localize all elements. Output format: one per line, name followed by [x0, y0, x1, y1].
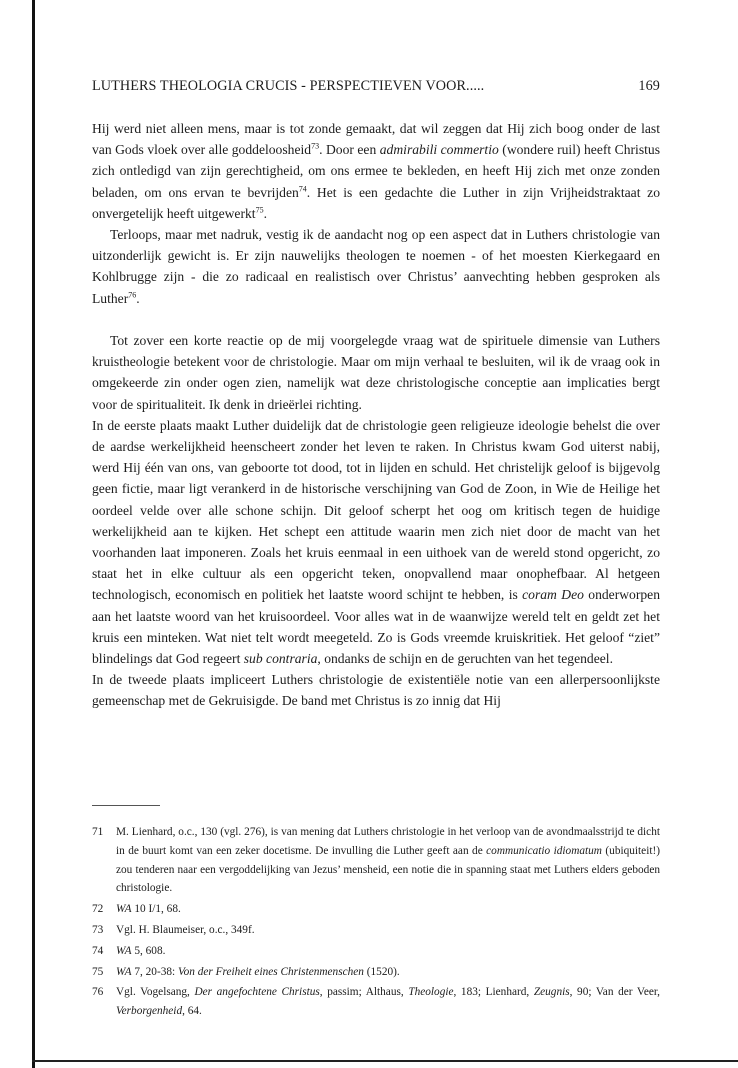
paragraph-4-text-c: , ondanks de schijn en de geruchten van het tegendeel.: [317, 651, 613, 667]
paragraph-4-text-b: onderworpen aan het laatste woord van het kruisoordeel. Voor alles wat in de waanwijze wereld telt en geldt zet het kruis een minteken. Wat niet telt wordt meegeteld. Zo is Gods vreemde kruiskritiek. Het geloof “ziet” blindelings dat God regeert: [92, 587, 660, 667]
footnote-76: [92, 983, 660, 1021]
footnote-76-text-b: , passim; Althaus,: [319, 986, 409, 999]
page-number: 169: [638, 78, 660, 94]
footnote-76-title-4: Verborgenheid: [116, 1005, 183, 1018]
paragraph-1-text-c: (wondere ruil) heeft Christus zich ontledigd van zijn gerechtigheid, om ons ermee te bekleden, en heeft Hij zich met onze zonden beladen, om ons ervan te bevrijden: [92, 142, 660, 200]
main-text: [92, 118, 660, 712]
footnote-number: 76: [92, 986, 104, 999]
paragraph-2-text-a: Terloops, maar met nadruk, vestig ik de aandacht nog op een aspect dat in Luthers christologie van uitzonderlijk gewicht is. Er zijn nauwelijks theologen te noemen - of het moesten Kierkegaard en Kohlbrugge zijn - die zo radicaal en realistisch over Christus’ aanvechting hebben gesproken als Luther: [92, 227, 660, 306]
footnote-71-term: communicatio idiomatum: [486, 844, 602, 857]
paragraph-1-text-b: . Door een: [319, 142, 380, 158]
footnote-75-source: WA: [116, 965, 132, 978]
footnote-number: 74: [92, 944, 104, 957]
footnote-76-text-e: , 64.: [182, 1005, 202, 1018]
footnote-76-text-c: , 183; Lienhard,: [453, 986, 534, 999]
running-header: [92, 78, 660, 98]
paragraph-4: [92, 415, 660, 669]
footnote-72-source: WA: [116, 903, 132, 916]
footnote-74-source: WA: [116, 944, 132, 957]
latin-term-coram-deo: coram Deo: [522, 587, 584, 603]
footnote-76-title-3: Zeugnis: [533, 986, 570, 999]
footnote-75-text-a: 7, 20-38:: [131, 965, 178, 978]
latin-term-sub-contraria: sub contraria: [243, 651, 318, 667]
page-spine-edge: [32, 0, 35, 1068]
footnote-71-text-b: (ubiquiteit!) zou tenderen naar een vergoddelijking van Jezus’ mensheid, een notie die in spanning staat met Luthers elders geboden christologie.: [116, 844, 660, 895]
paragraph-4-text-a: In de eerste plaats maakt Luther duidelijk dat de christologie geen religieuze ideologie behelst die over de aardse werkelijkheid heenscheert zonder het leven te raken. In Christus kwam God uiterst nabij, werd Hij één van ons, van geboorte tot dood, tot in lijden en schuld. Het christelijk geloof is bijgevolg geen fictie, maar ligt verankerd in de historische verschijning van God de Zoon, in Wie de Heilige het oordeel velde over alle schone schijn. Dit geloof scherpt het oog om kritisch tegen de huidige werkelijkheid aan te kijken. Het schept een attitude waarin men zich niet door de macht van het voorhanden laat imponeren. Zoals het kruis eenmaal in een uithoek van de wereld stond opgericht, zo staat het in elke cultuur als een opgericht teken, onopvallend maar onophefbaar. Al hetgeen technologisch, economisch en politiek het laatste woord schijnt te hebben, is: [92, 417, 660, 603]
footnote-75-title: Von der Freiheit eines Christenmenschen: [177, 965, 364, 978]
footnote-number: 75: [92, 965, 104, 978]
paragraph-5: In de tweede plaats impliceert Luthers christologie de existentiële notie van een allerpersoonlijkste gemeenschap met de Gekruisigde. De band met Christus is zo innig dat Hij: [92, 672, 660, 709]
paragraph-1: [92, 118, 660, 224]
footnotes: [92, 823, 660, 1021]
footnote-number: 72: [92, 903, 104, 916]
footnote-71: [92, 823, 660, 898]
footnote-73: [92, 921, 660, 940]
paragraph-1-text-a: Hij werd niet alleen mens, maar is tot zonde gemaakt, dat wil zeggen dat Hij zich boog onder de last van Gods vloek over alle goddeloosheid: [92, 121, 660, 158]
footnote-75-text-b: (1520).: [363, 965, 400, 978]
paragraph-2: [92, 224, 660, 309]
footnote-ref-76: 76: [128, 290, 137, 300]
footnote-71-text-a: M. Lienhard, o.c., 130 (vgl. 276), is van mening dat Luthers christologie in het verloop van de avondmaalsstrijd te dicht in de buurt komt van een zeker docetisme. De invulling die Luther geeft aan de: [116, 826, 660, 857]
footnote-76-title-2: Theologie: [408, 986, 454, 999]
footnote-76-text-d: , 90; Van der Veer,: [569, 986, 660, 999]
footnote-72-text: 10 I/1, 68.: [131, 903, 181, 916]
running-title: LUTHERS THEOLOGIA CRUCIS - PERSPECTIEVEN VOOR.....: [92, 78, 485, 94]
latin-term-admirabili-commertio: admirabili commertio: [379, 142, 499, 158]
footnote-separator: [92, 805, 160, 806]
paragraph-2-text-b: .: [136, 290, 140, 306]
footnote-76-text-a: Vgl. Vogelsang,: [116, 986, 195, 999]
paragraph-3: Tot zover een korte reactie op de mij voorgelegde vraag wat de spirituele dimensie van Luthers kruistheologie betekent voor de christologie. Maar om mijn verhaal te besluiten, wil ik de vraag ook in omgekeerde zin onder ogen zien, namelijk wat deze christologische conceptie aan implicaties bergt voor de spiritualiteit. Ik denk in drieërlei richting.: [92, 333, 660, 412]
footnote-ref-73: 73: [311, 141, 320, 151]
footnote-ref-75: 75: [255, 205, 264, 215]
footnote-number: 73: [92, 923, 104, 936]
footnote-72: [92, 900, 660, 919]
footnote-ref-74: 74: [298, 184, 307, 194]
page-bottom-edge: [32, 1060, 738, 1062]
footnote-74: [92, 942, 660, 961]
footnote-73-text: Vgl. H. Blaumeiser, o.c., 349f.: [116, 923, 255, 936]
footnote-number: 71: [92, 826, 104, 838]
paragraph-1-text-e: .: [263, 205, 267, 221]
paragraph-1-text-d: . Het is een gedachte die Luther in zijn Vrijheidstraktaat zo onvergetelijk heeft uitgewerkt: [92, 184, 660, 221]
footnote-75: [92, 963, 660, 982]
footnote-74-text: 5, 608.: [131, 944, 166, 957]
footnote-76-title-1: Der angefochtene Christus: [194, 986, 320, 999]
